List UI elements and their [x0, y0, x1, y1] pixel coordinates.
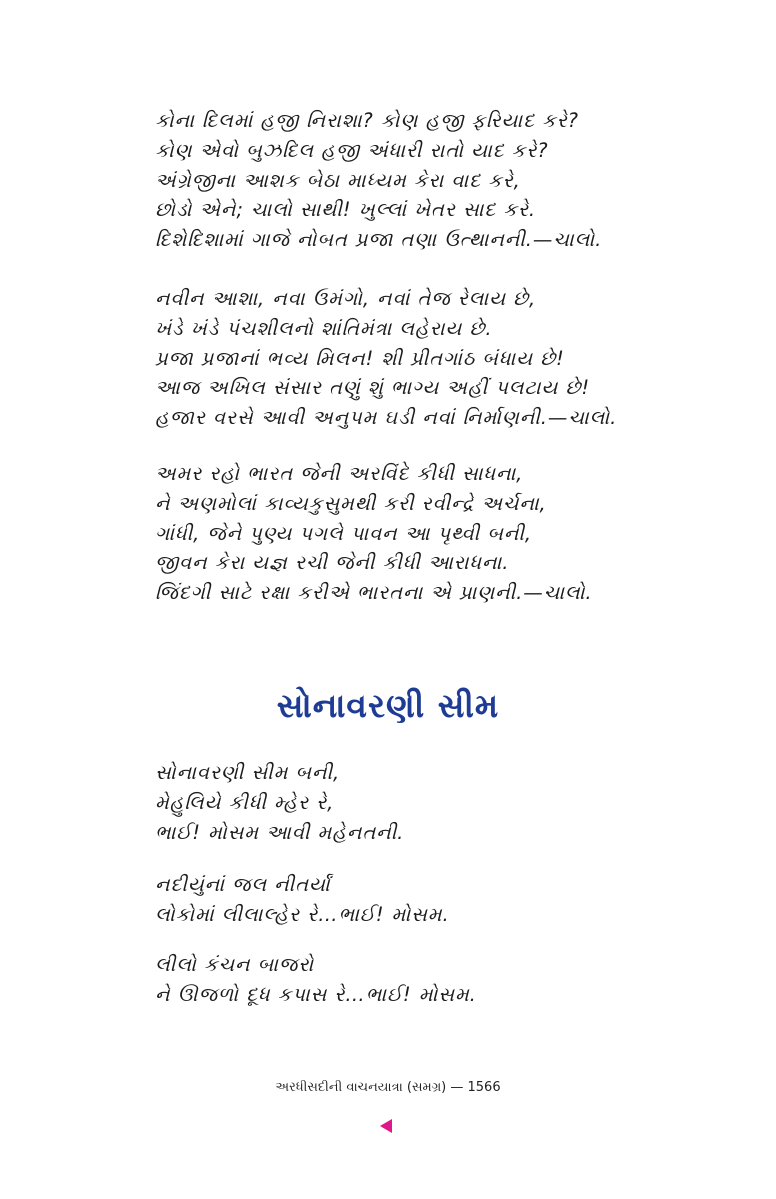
poem-line: ભાઈ! મોસમ આવી મહેનતની. [155, 821, 405, 844]
poem-line: નદીયુંનાં જલ નીતર્યાં [155, 873, 331, 896]
poem-line: જિંદગી સાટે રક્ષા કરીએ ભારતના એ પ્રાણની.—ચાલો. [155, 581, 593, 605]
poem2-stanza-1 [155, 758, 655, 848]
poem-line: કોના દિલમાં હજી નિરાશા? કોણ હજી ફરિયાદ કરે? [155, 109, 579, 132]
page-footer: અરધીસદીની વાચનયાત્રા (સમગ્ર) — 1566 [275, 1080, 501, 1095]
poem-line: ને અણમોલાં કાવ્યકુસુમથી કરી રવીન્દ્રે અર્ચના, [155, 491, 547, 515]
poem-line: અંગ્રેજીના આશક બેઠા માધ્યમ કેરા વાદ કરે, [155, 168, 521, 192]
poem2-stanza-3 [155, 950, 655, 1010]
poem-line: મેહુલિયે કીધી મ્હેર રે, [155, 791, 335, 814]
poem1-stanza-2 [155, 284, 715, 433]
poem-line: ગાંધી, જેને પુણ્ય પગલે પાવન આ પૃથ્વી બની, [155, 521, 532, 545]
poem-line: સોનાવરણી સીમ બની, [155, 761, 341, 784]
poem-line: અમર રહો ભારત જેની અરવિંદે કીધી સાધના, [155, 462, 524, 485]
poem-line: આજ અખિલ સંસાર તણું શું ભાગ્ય અહીં પલટાય છે! [155, 376, 591, 400]
triangle-left-icon[interactable] [380, 1119, 392, 1133]
poem-line: કોણ એવો બુઝદિલ હજી અંધારી રાતો યાદ કરે? [155, 138, 549, 162]
poem-line: ખંડે ખંડે પંચશીલનો શાંતિમંત્રા લહેરાય છે. [155, 316, 493, 340]
poem-line: લોકોમાં લીલાલ્હેર રે…ભાઈ! મોસમ. [155, 903, 450, 926]
poem-line: દિશેદિશામાં ગાજે નોબત પ્રજા તણા ઉત્થાનની.—ચાલો. [155, 228, 603, 252]
poem1-stanza-3 [155, 459, 715, 608]
poem-line: ને ઊજળો દૂધ કપાસ રે…ભાઈ! મોસમ. [155, 983, 477, 1006]
poem2-stanza-2 [155, 870, 655, 930]
poem-line: લીલો કંચન બાજરો [155, 953, 315, 976]
poem1-stanza-1 [155, 106, 715, 255]
poem-line: છોડો એને; ચાલો સાથી! ખુલ્લાં ખેતર સાદ કરે. [155, 198, 536, 222]
poem-line: પ્રજા પ્રજાનાં ભવ્ય મિલન! શી પ્રીતગાંઠ બંધાય છે! [155, 346, 565, 370]
poem-title: સોનાવરણી સીમ [276, 686, 500, 725]
poem-line: નવીન આશા, નવા ઉમંગો, નવાં તેજ રેલાય છે, [155, 287, 537, 310]
poem-line: જીવન કેરા યજ્ઞ રચી જેની કીધી આરાધના. [155, 551, 510, 575]
poem-line: હજાર વરસે આવી અનુપમ ઘડી નવાં નિર્માણની.—ચાલો. [155, 406, 618, 430]
